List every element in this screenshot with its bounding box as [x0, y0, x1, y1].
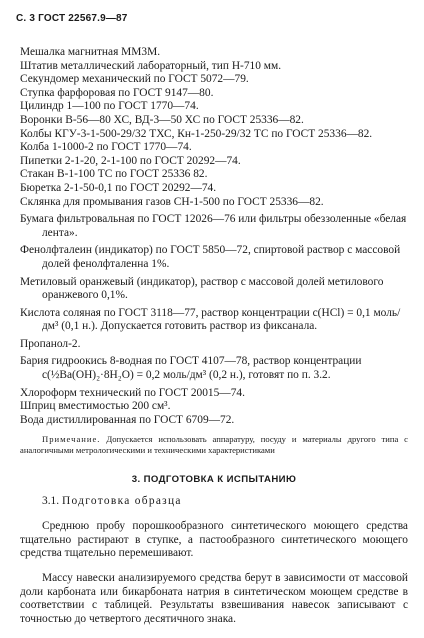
subsection-number: 3.1.: [42, 495, 60, 508]
note-lead: Примечание.: [42, 434, 101, 445]
body-paragraph: Массу навески анализируемого средства берут в зависимости от массовой доли карбоната или бикарбоната натрия в синтетическом моющем средстве в соответствии с таблицей. Результаты взвешивания навесок записывают с точностью до четвертого десятичного знака.: [20, 572, 408, 625]
page-header: С. 3 ГОСТ 22567.9—87: [16, 13, 128, 24]
equipment-item: Мешалка магнитная ММ3М.: [20, 46, 161, 58]
equipment-item: Пипетки 2-1-20, 2-1-100 по ГОСТ 20292—74.: [20, 154, 241, 167]
reagent-item: Фенолфталеин (индикатор) по ГОСТ 5850—72, спиртовой раствор с массовой долей фенолфталенна 1%.: [20, 244, 401, 270]
note-text: Допускается использовать аппаратуру, посуду и материалы другого типа с аналогичными метрологическими и техническими характеристиками: [20, 434, 409, 456]
body-paragraph: Среднюю пробу порошкообразного синтетического моющего средства тщательно растирают в ступке, а пастообразного синтетического моющего средства тщательно перемешивают.: [20, 520, 408, 560]
reagent-item: Метиловый оранжевый (индикатор), раствор с массовой долей метилового оранжевого 0,1%.: [20, 275, 384, 302]
equipment-item: Стакан В-1-100 ТС по ГОСТ 25336 82.: [20, 168, 208, 181]
reagent-item: Пропанол-2.: [20, 337, 81, 350]
document-body: [20, 46, 408, 638]
equipment-item: Колбы КГУ-3-1-500-29/32 ТХС, Кн-1-250-29/32 ТС по ГОСТ 25336—82.: [20, 127, 373, 140]
reagent-item: Вода дистиллированная по ГОСТ 6709—72.: [20, 413, 235, 426]
equipment-item: Штатив металлический лабораторный, тип Н-710 мм.: [20, 59, 282, 72]
equipment-item: Воронки В-56—80 ХС, ВД-3—50 ХС по ГОСТ 25336—82.: [20, 113, 304, 126]
reagent-item: Бария гидроокись 8-водная по ГОСТ 4107—78, раствор концентрации с(½Ba(OH)₂·8H₂O) = 0,2 моль/дм³ (0,2 н.), готовят по п. 3.2.: [20, 355, 362, 382]
equipment-item: Секундомер механический по ГОСТ 5072—79.: [20, 73, 249, 86]
equipment-item: Склянка для промывания газов СН-1-500 по ГОСТ 25336—82.: [20, 195, 324, 208]
equipment-item: Цилиндр 1—100 по ГОСТ 1770—74.: [20, 100, 199, 113]
subsection-heading: [20, 495, 408, 509]
equipment-item: Колба 1-1000-2 по ГОСТ 1770—74.: [20, 141, 192, 154]
subsection-title: Подготовка образца: [61, 495, 182, 508]
section-title: 3. ПОДГОТОВКА К ИСПЫТАНИЮ: [131, 474, 297, 486]
equipment-item: Ступка фарфоровая по ГОСТ 9147—80.: [20, 86, 214, 99]
reagent-item: Хлороформ технический по ГОСТ 20015—74.: [20, 386, 245, 399]
reagent-item: Бумага фильтровальная по ГОСТ 12026—76 или фильтры обеззоленные «белая лента».: [20, 213, 407, 239]
note-paragraph: [20, 434, 408, 456]
reagent-item: Шприц вместимостью 200 см³.: [20, 400, 171, 413]
equipment-item: Бюретка 2-1-50-0,1 по ГОСТ 20292—74.: [20, 181, 217, 194]
reagent-item: Кислота соляная по ГОСТ 3118—77, раствор концентрации с(HCl) = 0,1 моль/дм³ (0,1 н.). Допускается готовить раствор из фиксанала.: [20, 306, 401, 333]
